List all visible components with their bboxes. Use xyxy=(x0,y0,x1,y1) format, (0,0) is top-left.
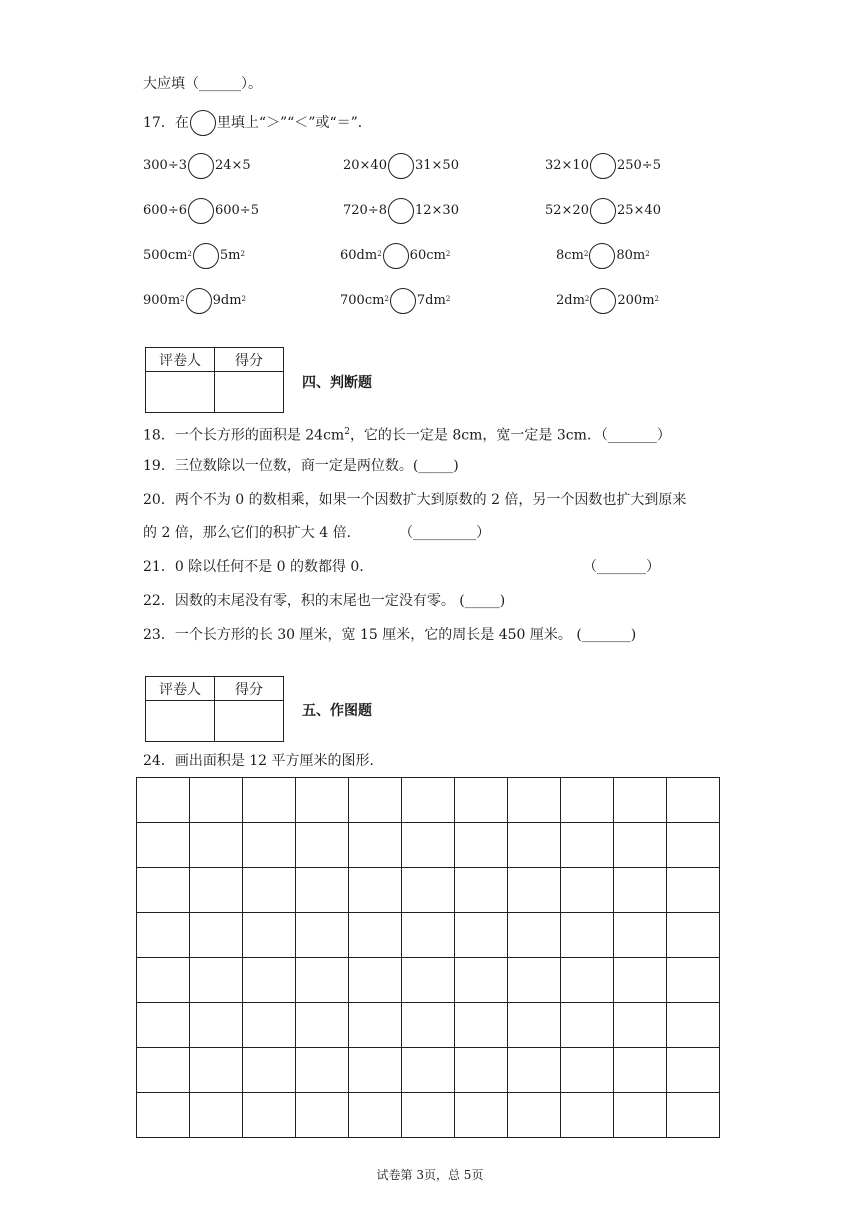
grid-cell[interactable] xyxy=(137,1048,190,1093)
grader-cell[interactable] xyxy=(146,701,215,742)
grid-cell[interactable] xyxy=(190,778,243,823)
grid-cell[interactable] xyxy=(190,1003,243,1048)
grid-cell[interactable] xyxy=(296,1048,349,1093)
grid-cell[interactable] xyxy=(243,1093,296,1138)
question-22: 22．因数的末尾没有零，积的末尾也一定没有零。 (_____) xyxy=(143,593,506,609)
q18-sup: 2 xyxy=(344,427,350,437)
question-20-line2 xyxy=(143,523,490,543)
unit-exponent: 2 xyxy=(445,250,451,258)
answer-circle[interactable] xyxy=(186,288,212,314)
unit-exponent: 2 xyxy=(584,295,590,303)
grid-cell[interactable] xyxy=(455,1003,508,1048)
left-expression: 32×10 xyxy=(545,158,589,173)
grid-cell[interactable] xyxy=(190,868,243,913)
grid-cell[interactable] xyxy=(349,958,402,1003)
right-expression: $200m^2$ xyxy=(617,293,659,308)
grader-header: 评卷人 xyxy=(146,348,215,372)
grid-cell[interactable] xyxy=(349,1093,402,1138)
grid-cell[interactable] xyxy=(667,1093,720,1138)
comparison-item xyxy=(340,286,450,316)
q17-instruction xyxy=(143,110,372,136)
grid-cell[interactable] xyxy=(349,868,402,913)
q20-text: 的 2 倍，那么它们的积扩大 4 倍． xyxy=(143,525,361,541)
grid-cell[interactable] xyxy=(243,958,296,1003)
grid-cell[interactable] xyxy=(561,958,614,1003)
grid-row xyxy=(137,1003,720,1048)
answer-circle[interactable] xyxy=(590,198,616,224)
right-expression: $7dm^2$ xyxy=(416,293,451,308)
grid-cell[interactable] xyxy=(614,868,667,913)
grid-row xyxy=(137,1048,720,1093)
answer-circle[interactable] xyxy=(188,198,214,224)
grid-cell[interactable] xyxy=(243,1048,296,1093)
comparison-item xyxy=(556,286,659,316)
left-expression: 720÷8 xyxy=(343,203,387,218)
grid-cell[interactable] xyxy=(137,778,190,823)
grid-cell[interactable] xyxy=(667,1003,720,1048)
left-expression: 600÷6 xyxy=(143,203,187,218)
question-20-line1: 20．两个不为 0 的数相乘，如果一个因数扩大到原数的 2 倍，另一个因数也扩大到原来 xyxy=(143,492,687,508)
grid-cell[interactable] xyxy=(455,823,508,868)
grid-cell[interactable] xyxy=(402,1048,455,1093)
comparison-item xyxy=(340,241,450,271)
right-expression: 250÷5 xyxy=(616,158,661,173)
score-header: 得分 xyxy=(215,677,284,701)
answer-circle[interactable] xyxy=(193,243,219,269)
comparison-item xyxy=(343,151,459,181)
unit-exponent: 2 xyxy=(241,295,246,303)
grid-cell[interactable] xyxy=(508,1093,561,1138)
grid-cell[interactable] xyxy=(455,1048,508,1093)
left-expression: $700cm^2$ xyxy=(340,293,389,308)
left-expression: $500cm^2$ xyxy=(143,248,192,263)
q17-suffix: 里填上“＞”“＜”或“＝”． xyxy=(216,115,372,131)
answer-circle[interactable] xyxy=(383,243,409,269)
grid-cell[interactable] xyxy=(190,913,243,958)
grid-cell[interactable] xyxy=(508,868,561,913)
answer-circle[interactable] xyxy=(590,153,616,179)
q17-prefix: 17．在 xyxy=(143,115,189,131)
grid-cell[interactable] xyxy=(296,1093,349,1138)
comparison-item xyxy=(143,151,251,181)
grid-cell[interactable] xyxy=(614,1003,667,1048)
grid-cell[interactable] xyxy=(402,823,455,868)
grid-cell[interactable] xyxy=(296,913,349,958)
grid-cell[interactable] xyxy=(190,958,243,1003)
grid-cell[interactable] xyxy=(296,778,349,823)
grid-cell[interactable] xyxy=(402,913,455,958)
grid-cell[interactable] xyxy=(508,778,561,823)
answer-circle[interactable] xyxy=(388,198,414,224)
q21-blank[interactable]: （_______） xyxy=(583,559,660,575)
grid-cell[interactable] xyxy=(614,958,667,1003)
grid-cell[interactable] xyxy=(137,868,190,913)
unit-exponent: 2 xyxy=(187,250,192,258)
grid-cell[interactable] xyxy=(455,913,508,958)
grid-cell[interactable] xyxy=(296,823,349,868)
comparison-item xyxy=(545,196,661,226)
grid-cell[interactable] xyxy=(561,1048,614,1093)
left-expression: $60dm^2$ xyxy=(340,248,382,263)
left-expression: $2dm^2$ xyxy=(556,293,590,308)
comparison-item xyxy=(343,196,459,226)
grid-row xyxy=(137,1093,720,1138)
question-21: 21．0 除以任何不是 0 的数都得 0． xyxy=(143,559,374,575)
grid-cell[interactable] xyxy=(137,823,190,868)
right-expression: $5m^2$ xyxy=(219,248,245,263)
right-expression: $60cm^2$ xyxy=(409,248,451,263)
grid-cell[interactable] xyxy=(667,958,720,1003)
question-24: 24．画出面积是 12 平方厘米的图形． xyxy=(143,753,384,769)
grid-cell[interactable] xyxy=(561,868,614,913)
grid-cell[interactable] xyxy=(402,868,455,913)
score-cell[interactable] xyxy=(215,372,284,413)
grid-cell[interactable] xyxy=(137,913,190,958)
drawing-grid[interactable] xyxy=(136,777,720,1138)
grid-cell[interactable] xyxy=(614,913,667,958)
grid-cell[interactable] xyxy=(349,823,402,868)
left-expression: $900m^2$ xyxy=(143,293,185,308)
left-expression: 300÷3 xyxy=(143,158,187,173)
grader-cell[interactable] xyxy=(146,372,215,413)
page-footer: 试卷第 3页，总 5页 xyxy=(376,1168,484,1182)
grid-cell[interactable] xyxy=(190,1048,243,1093)
unit-exponent: 2 xyxy=(445,295,451,303)
q18-text: 18．一个长方形的面积是 24cm xyxy=(143,427,345,444)
right-expression: 24×5 xyxy=(214,158,251,173)
grid-cell[interactable] xyxy=(402,1093,455,1138)
grid-cell[interactable] xyxy=(402,1003,455,1048)
grid-cell[interactable] xyxy=(243,778,296,823)
grid-row xyxy=(137,823,720,868)
grid-cell[interactable] xyxy=(296,1003,349,1048)
grid-cell[interactable] xyxy=(561,823,614,868)
grid-cell[interactable] xyxy=(137,958,190,1003)
right-expression: 600÷5 xyxy=(214,203,259,218)
comparison-item xyxy=(545,151,661,181)
grid-cell[interactable] xyxy=(508,823,561,868)
comparison-item xyxy=(556,241,650,271)
grid-cell[interactable] xyxy=(243,1003,296,1048)
left-expression: 20×40 xyxy=(343,158,387,173)
grid-cell[interactable] xyxy=(455,1093,508,1138)
grid-cell[interactable] xyxy=(455,958,508,1003)
section-title-4: 四、判断题 xyxy=(302,375,372,391)
unit-exponent: 2 xyxy=(377,250,382,258)
unit-exponent: 2 xyxy=(583,250,589,258)
question-23: 23．一个长方形的长 30 厘米，宽 15 厘米，它的周长是 450 厘米。 (_______) xyxy=(143,627,637,643)
grid-cell[interactable] xyxy=(561,913,614,958)
grid-cell[interactable] xyxy=(508,1003,561,1048)
grid-cell[interactable] xyxy=(296,868,349,913)
q16-tail: 大应填（______）。 xyxy=(143,76,262,92)
unit-exponent: 2 xyxy=(654,295,659,303)
grid-cell[interactable] xyxy=(402,778,455,823)
unit-exponent: 2 xyxy=(180,295,185,303)
grid-cell[interactable] xyxy=(508,958,561,1003)
grid-cell[interactable] xyxy=(667,868,720,913)
answer-circle[interactable] xyxy=(390,288,416,314)
grid-cell[interactable] xyxy=(667,1048,720,1093)
unit-exponent: 2 xyxy=(645,250,650,258)
grid-cell[interactable] xyxy=(667,778,720,823)
answer-circle[interactable] xyxy=(188,153,214,179)
grid-cell[interactable] xyxy=(455,868,508,913)
right-expression: 25×40 xyxy=(616,203,661,218)
grid-cell[interactable] xyxy=(561,778,614,823)
grid-cell[interactable] xyxy=(296,958,349,1003)
grid-row xyxy=(137,868,720,913)
grid-cell[interactable] xyxy=(508,1048,561,1093)
grid-row xyxy=(137,913,720,958)
grid-cell[interactable] xyxy=(614,823,667,868)
grid-cell[interactable] xyxy=(349,778,402,823)
right-expression: 31×50 xyxy=(414,158,459,173)
grid-cell[interactable] xyxy=(455,778,508,823)
grid-cell[interactable] xyxy=(614,1048,667,1093)
grid-cell[interactable] xyxy=(349,1048,402,1093)
unit-exponent: 2 xyxy=(384,295,389,303)
right-expression: $80m^2$ xyxy=(616,248,650,263)
answer-circle[interactable] xyxy=(388,153,414,179)
grader-header: 评卷人 xyxy=(146,677,215,701)
score-table-5 xyxy=(145,676,284,742)
unit-exponent: 2 xyxy=(240,250,245,258)
q20-blank[interactable]: （_________） xyxy=(399,525,491,541)
score-cell[interactable] xyxy=(215,701,284,742)
grid-cell[interactable] xyxy=(667,823,720,868)
grid-cell[interactable] xyxy=(667,913,720,958)
answer-circle[interactable] xyxy=(190,110,216,136)
comparison-item xyxy=(143,286,246,316)
grid-cell[interactable] xyxy=(614,778,667,823)
grid-cell[interactable] xyxy=(402,958,455,1003)
question-18 xyxy=(143,422,671,446)
grid-cell[interactable] xyxy=(561,1003,614,1048)
right-expression: $9dm^2$ xyxy=(212,293,246,308)
comparison-item xyxy=(143,196,259,226)
comparison-item xyxy=(143,241,245,271)
grid-cell[interactable] xyxy=(508,913,561,958)
question-19: 19．三位数除以一位数，商一定是两位数。(_____) xyxy=(143,458,459,474)
score-header: 得分 xyxy=(215,348,284,372)
grid-cell[interactable] xyxy=(243,913,296,958)
grid-cell[interactable] xyxy=(137,1003,190,1048)
section-title-5: 五、作图题 xyxy=(302,703,372,719)
grid-cell[interactable] xyxy=(614,1093,667,1138)
left-expression: 52×20 xyxy=(545,203,589,218)
answer-circle[interactable] xyxy=(589,243,615,269)
left-expression: $8cm^2$ xyxy=(556,248,589,263)
grid-row xyxy=(137,778,720,823)
right-expression: 12×30 xyxy=(414,203,459,218)
grid-cell[interactable] xyxy=(349,1003,402,1048)
q18-text2: ，它的长一定是 8cm，宽一定是 3cm．（_______） xyxy=(349,427,671,444)
grid-cell[interactable] xyxy=(349,913,402,958)
grid-cell[interactable] xyxy=(243,868,296,913)
grid-cell[interactable] xyxy=(561,1093,614,1138)
score-table-4 xyxy=(145,347,284,413)
grid-row xyxy=(137,958,720,1003)
grid-cell[interactable] xyxy=(137,1093,190,1138)
grid-cell[interactable] xyxy=(243,823,296,868)
grid-cell[interactable] xyxy=(190,823,243,868)
grid-cell[interactable] xyxy=(190,1093,243,1138)
answer-circle[interactable] xyxy=(590,288,616,314)
